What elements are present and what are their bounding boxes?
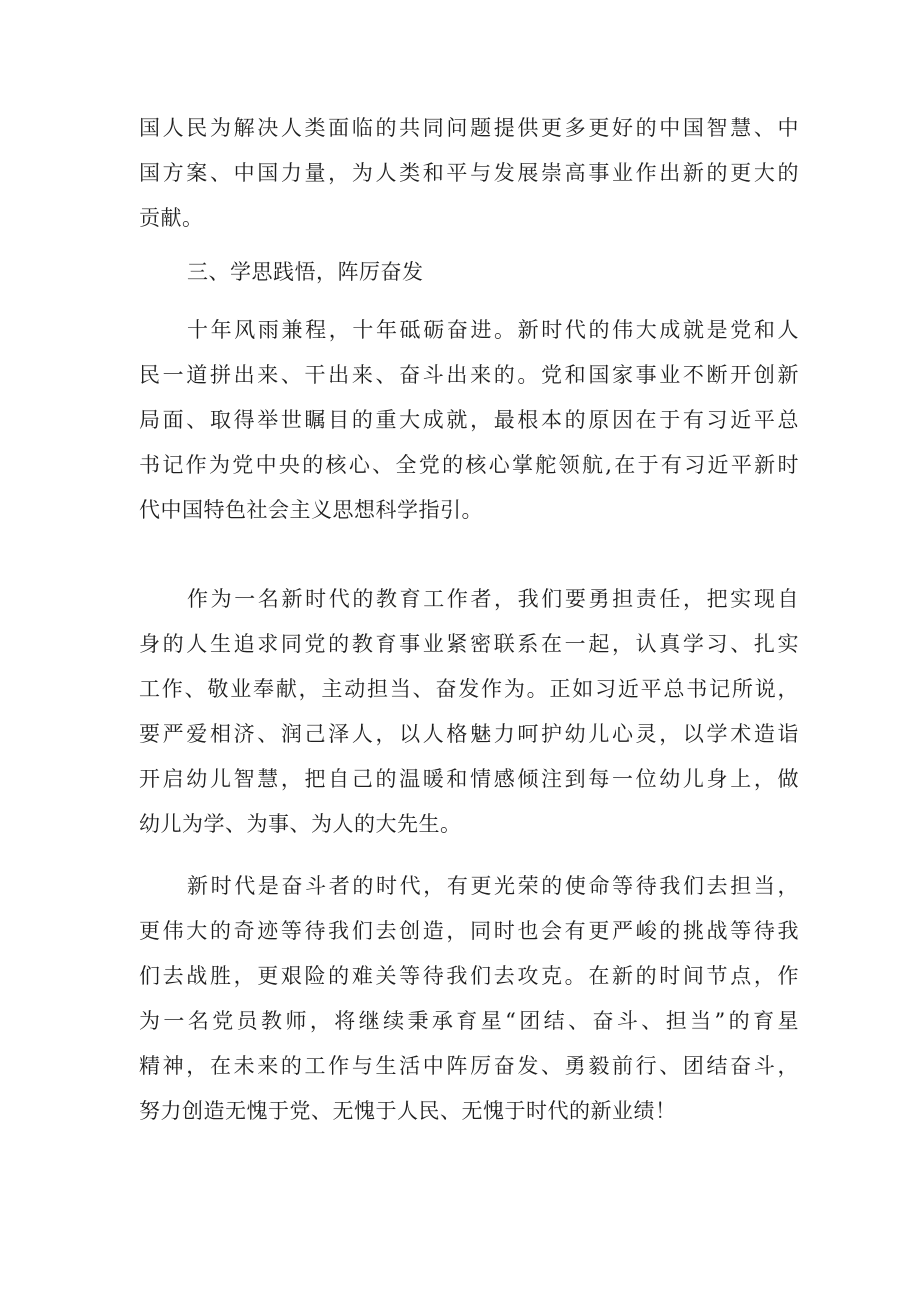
- text-line: 努力创造无愧于党、无愧于人民、无愧于时代的新业绩！: [139, 1099, 677, 1123]
- text-line: 作为一名新时代的教育工作者，我们要勇担责任，把实现自: [187, 587, 799, 611]
- text-line: 贡献。: [139, 206, 204, 230]
- heading-text: 三、学思践悟，阵厉奋发: [187, 260, 424, 284]
- text-line: 代中国特色社会主义思想科学指引。: [139, 498, 483, 522]
- text-line: 局面、取得举世瞩目的重大成就，最根本的原因在于有习近平总: [139, 408, 799, 432]
- text-line: 十年风雨兼程，十年砥砺奋进。新时代的伟大成就是党和人: [187, 318, 799, 342]
- paragraph: [139, 577, 799, 847]
- text-line: 国方案、中国力量，为人类和平与发展崇高事业作出新的更大的: [139, 161, 799, 185]
- paragraph-continuation: [139, 106, 799, 241]
- text-line: 书记作为党中央的核心、全党的核心掌舵领航,在于有习近平新时: [139, 453, 799, 477]
- text-line: 们去战胜，更艰险的难关等待我们去攻克。在新的时间节点，作: [139, 964, 799, 988]
- text-line: 要严爱相济、润己泽人，以人格魅力呵护幼儿心灵，以学术造诣: [139, 722, 799, 746]
- text-line: 幼儿为学、为事、为人的大先生。: [139, 812, 462, 836]
- text-line: 精神，在未来的工作与生活中阵厉奋发、勇毅前行、团结奋斗，: [139, 1054, 799, 1078]
- text-line: 开启幼儿智慧，把自己的温暖和情感倾注到每一位幼儿身上，做: [139, 767, 799, 791]
- text-line: 国人民为解决人类面临的共同问题提供更多更好的中国智慧、中: [139, 116, 799, 140]
- text-line: 工作、敬业奉献，主动担当、奋发作为。正如习近平总书记所说，: [139, 677, 799, 701]
- text-line: 民一道拼出来、干出来、奋斗出来的。党和国家事业不断开创新: [139, 363, 799, 387]
- paragraph: [139, 864, 799, 1134]
- text-line: 新时代是奋斗者的时代，有更光荣的使命等待我们去担当，: [187, 874, 799, 898]
- text-line: 为一名党员教师，将继续秉承育星“团结、奋斗、担当”的育星: [139, 1009, 799, 1033]
- section-heading: [139, 250, 799, 295]
- text-line: 身的人生追求同党的教育事业紧密联系在一起，认真学习、扎实: [139, 632, 799, 656]
- text-line: 更伟大的奇迹等待我们去创造，同时也会有更严峻的挑战等待我: [139, 919, 799, 943]
- paragraph: [139, 308, 799, 533]
